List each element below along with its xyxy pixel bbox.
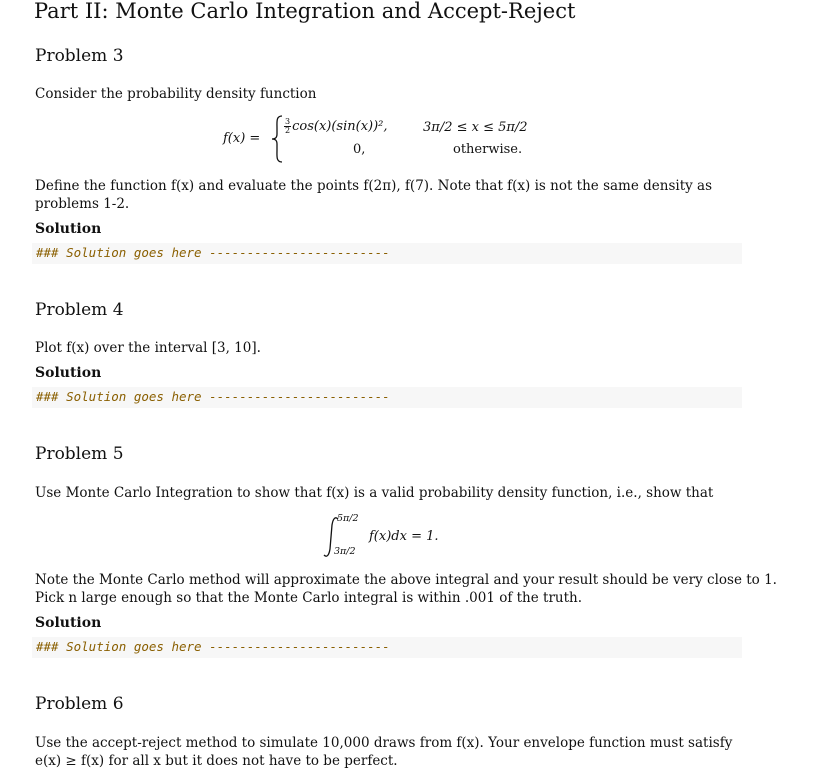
case-1-expression (284, 118, 388, 135)
problem-5-text: Use Monte Carlo Integration to show that f(x) is a valid probability density function, i.e., show that (35, 485, 714, 501)
problem-6-heading: Problem 6 (35, 694, 124, 714)
problem-3-text-line-2: problems 1-2. (35, 196, 130, 212)
integral-upper-limit: 5π/2 (337, 513, 359, 524)
problem-5-solution-label: Solution (35, 615, 102, 631)
problem-3-solution-cell[interactable] (32, 243, 742, 264)
problem-4-heading: Problem 4 (35, 300, 124, 320)
case-1-condition: 3π/2 ≤ x ≤ 5π/2 (423, 120, 528, 135)
problem-3-heading: Problem 3 (35, 46, 124, 66)
problem-3-solution-label: Solution (35, 221, 102, 237)
solution-placeholder: ### Solution goes here ------------------------ (36, 245, 390, 260)
problem-4-text: Plot f(x) over the interval [3, 10]. (35, 340, 261, 356)
cases-brace (270, 114, 284, 168)
solution-placeholder: ### Solution goes here ------------------------ (36, 639, 390, 654)
problem-6-text-line-1: Use the accept-reject method to simulate 10,000 draws from f(x). Your envelope function must satisfy (35, 735, 733, 751)
solution-placeholder: ### Solution goes here ------------------------ (36, 389, 390, 404)
problem-6-text-line-2: e(x) ≥ f(x) for all x but it does not have to be perfect. (35, 753, 398, 769)
problem-5-note-line-2: Pick n large enough so that the Monte Carlo integral is within .001 of the truth. (35, 590, 583, 606)
problem-4-solution-cell[interactable] (32, 387, 742, 408)
density-function-lhs: f(x) = (223, 131, 261, 146)
problem-5-heading: Problem 5 (35, 444, 124, 464)
fraction-numerator: 3 (285, 117, 291, 126)
fraction-denominator: 2 (285, 126, 291, 135)
integral-lower-limit: 3π/2 (334, 546, 356, 557)
problem-5-note-line-1: Note the Monte Carlo method will approximate the above integral and your result should be very close to 1. (35, 572, 777, 588)
case-1-body: cos(x)(sin(x))², (292, 119, 388, 134)
problem-3-text-line-1: Define the function f(x) and evaluate the points f(2π), f(7). Note that f(x) is not the same density as (35, 178, 713, 194)
case-2-expression: 0, (353, 142, 366, 157)
problem-3-intro: Consider the probability density function (35, 86, 317, 102)
page-title: Part II: Monte Carlo Integration and Accept-Reject (34, 0, 576, 23)
integral-body: f(x)dx = 1. (369, 529, 439, 544)
problem-5-solution-cell[interactable] (32, 637, 742, 658)
case-2-condition: otherwise. (453, 142, 523, 157)
problem-4-solution-label: Solution (35, 365, 102, 381)
